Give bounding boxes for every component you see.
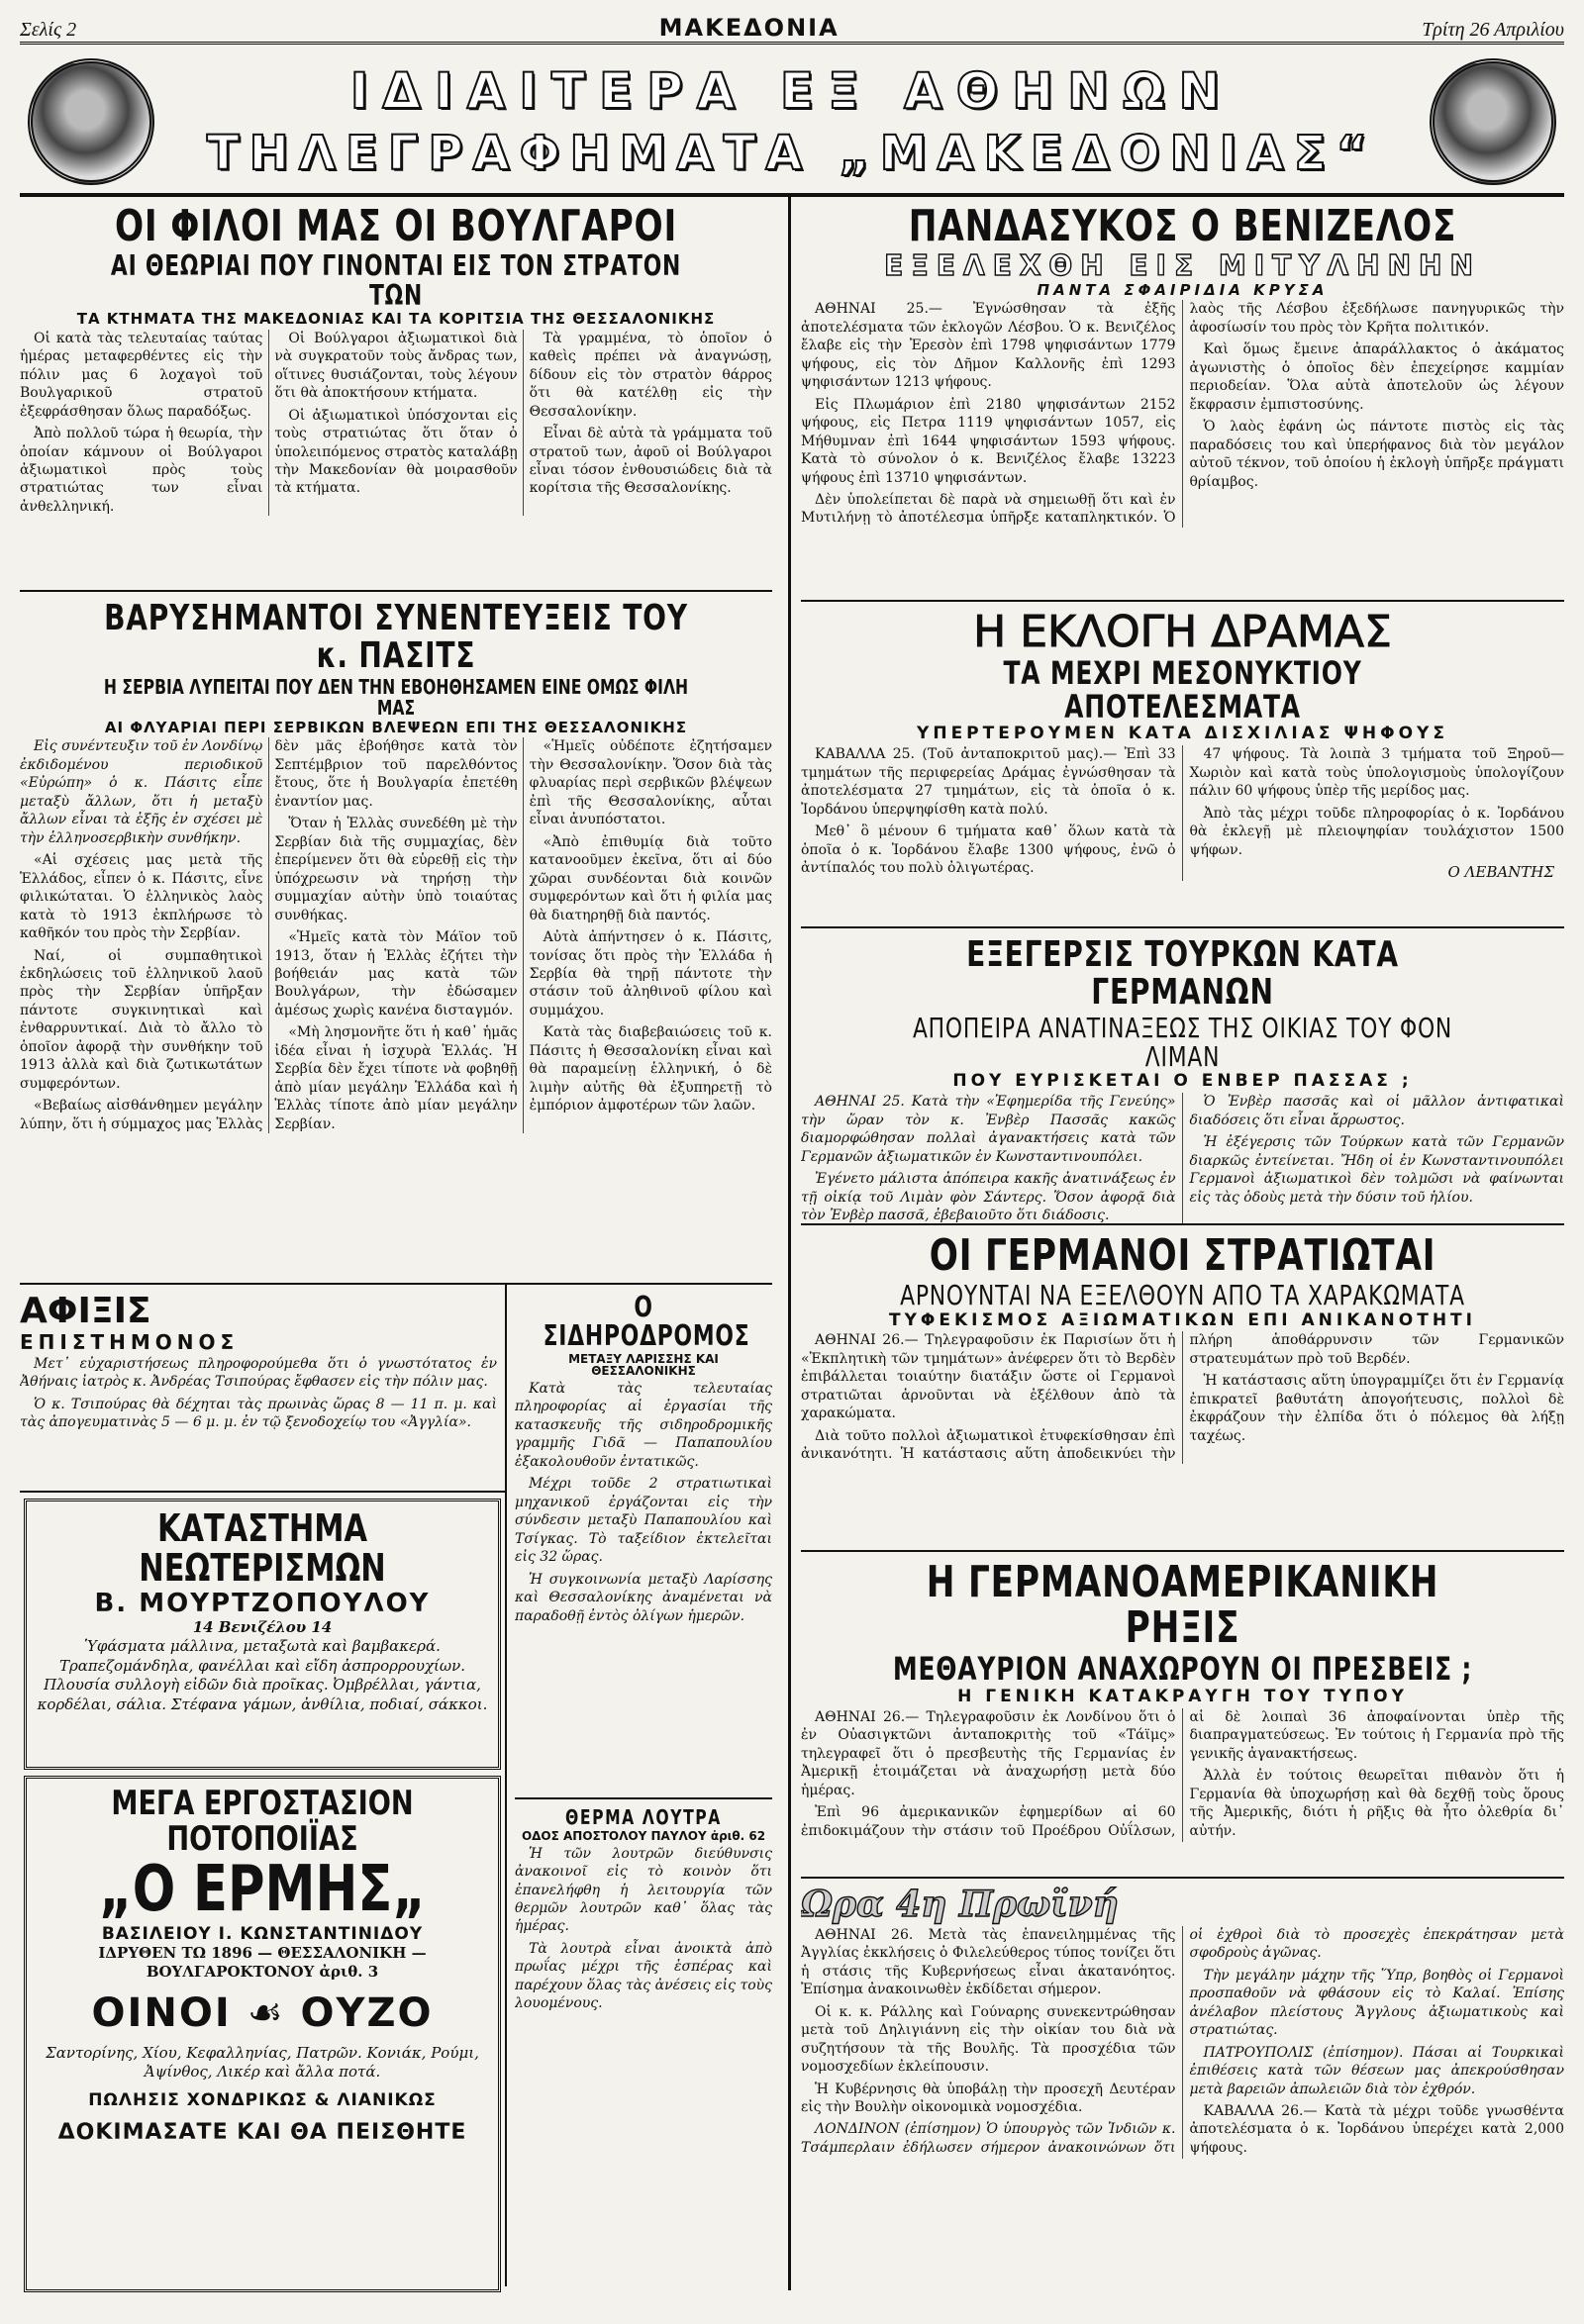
subheadline-2: ΠΑΝΤΑ ΣΦΑΙΡΙΔΙΑ ΚΡΥΣΑ <box>1037 280 1329 299</box>
paragraph: Ἀπὸ πολλοῦ τώρα ἡ θεωρία, τὴν ὁποίαν κάμνουν οἱ Βούλγαροι ἀξιωματικοὶ πρὸς τοὺς στρατιώτας των εἶναι ἀνθελληνική. <box>20 426 263 515</box>
subheadline-2: Η ΓΕΝΙΚΗ ΚΑΤΑΚΡΑΥΓΗ ΤΟΥ ΤΥΠΟΥ <box>957 1686 1408 1706</box>
article-body <box>801 1093 1564 1224</box>
headline: ΕΞΕΓΕΡΣΙΣ ΤΟΥΡΚΩΝ ΚΑΤΑ ΓΕΡΜΑΝΩΝ <box>966 934 1399 1013</box>
article-german-american <box>801 1552 1564 1879</box>
paragraph: «Αἱ σχέσεις μας μετὰ τῆς Ἑλλάδος, εἶπεν ὁ κ. Πάσιτς, εἶνε φιλικώταται. Ὁ ἑλληνικὸς λαὸς κατὰ τὸ 1913 ἐκπλήρωσε τὸ καθῆκόν του πρὸς τὴν Σερβίαν. <box>20 852 263 942</box>
paragraph: ΑΘΗΝΑΙ 25. Κατὰ τὴν «Ἐφημερίδα τῆς Γενεύης» τὴν ὥραν τὸν κ. Ἐνβὲρ Πασσᾶς κακῶς διαμορφώθησαν πολλαὶ ἀγανακτήσεις κατὰ τῶν Γερμανῶν ἀξιωματικῶν ἐν Κωνσταντινουπόλει. <box>801 1094 1176 1165</box>
paragraph: Οἱ ἀξιωματικοὶ ὑπόσχονται εἰς τοὺς στρατιώτας ὅτι ὅταν ὁ ὑπολειπόμενος στρατὸς καταλάβῃ τὴν Μακεδονίαν θὰ μοιρασθοῦν τὰ κτήματα. <box>274 407 518 497</box>
subheadline: ΑΠΟΠΕΙΡΑ ΑΝΑΤΙΝΑΞΕΩΣ ΤΗΣ ΟΙΚΙΑΣ ΤΟΥ ΦΟΝ ΛΙΜΑΝ <box>912 1011 1453 1073</box>
article-body <box>20 737 772 1133</box>
subheadline: ΕΠΙΣΤΗΜΟΝΟΣ <box>20 1329 240 1354</box>
paragraph: Μέχρι τοῦδε 2 στρατιωτικαὶ μηχανικοῦ ἐργάζονται εἰς τὴν σύνδεσιν μεταξὺ Παπαπουλίου καὶ Τσίγκας. Τὸ ταξείδιον ἐκτελεῖται εἰς 32 ὥρας. <box>515 1476 772 1566</box>
paragraph: Ἡ ἐξέγερσις τῶν Τούρκων κατὰ τῶν Γερμανῶν διαρκῶς ἐντείνεται. Ἤδη οἱ ἐν Κωνσταντινουπόλει Γερμανοὶ ἀξιωματικοὶ δὲν τολμῶσι νὰ φαίνωνται εἰς τὰς ὁδοὺς μετὰ τὴν δύσιν τοῦ ἡλίου. <box>1189 1134 1564 1206</box>
subheadline: ΜΕΘΑΥΡΙΟΝ ΑΝΑΧΩΡΟΥΝ ΟΙ ΠΡΕΣΒΕΙΣ ; <box>892 1650 1473 1689</box>
paragraph: Αὐτὰ ἀπήντησεν ὁ κ. Πάσιτς, τονίσας ὅτι πρὸς τὴν Ἑλλάδα ἡ Σερβία θὰ τηρῇ πάντοτε τὴν στάσιν τοῦ ἀληθινοῦ φίλου καὶ συμμάχου. <box>529 929 772 1018</box>
ad-title: ΜΕΓΑ ΕΡΓΟΣΤΑΣΙΟΝ ΠΟΤΟΠΟΙΪΑΣ <box>111 1784 414 1859</box>
article-venizelos <box>801 196 1564 602</box>
paragraph: «Ἡμεῖς οὐδέποτε ἐζητήσαμεν τὴν Θεσσαλονίκην. Ὅσον διὰ τὰς φλυαρίας περὶ σερβικῶν βλέψεων ἐπὶ τῆς Θεσσαλονίκης, αὗται εἶναι ἀνυπόστατοι. <box>529 738 772 828</box>
ad-slogan: ΔΟΚΙΜΑΣΑΤΕ ΚΑΙ ΘΑ ΠΕΙΣΘΗΤΕ <box>57 2119 467 2145</box>
article-ora4 <box>801 1879 1564 2290</box>
paragraph: «Βεβαίως αἰσθάνθημεν μεγάλην λύπην, ὅτι ἡ σύμμαχος μας Ἑλλὰς δὲν μᾶς ἐβοήθησε κατὰ τὸν Σεπτέμβριον τοῦ παρελθόντος ἔτους, ὅτε ἡ Βουλγαρία ἐπετέθη ἐναντίον μας. <box>20 738 518 1132</box>
paragraph: Εἰς Πλωμάριον ἐπὶ 2180 ψηφισάντων 2152 ψήφους, εἰς Πετρα 1119 ψηφισάντων 1057, εἰς Μήθυμναν ἐπὶ 1644 ψηφισάντων 1593 ψήφους. Κατὰ τὸ σύνολον ὁ κ. Βενιζέλος ἔλαβε 13223 ψήφους ἐπὶ 13710 ψηφισάντων. <box>801 396 1176 486</box>
paragraph: Οἱ κ. κ. Ράλλης καὶ Γούναρης συνεκεντρώθησαν μετὰ τοῦ Δηλιγιάννη εἰς τὴν οἰκίαν του διὰ νὰ συζητήσουν τὰ τῆς Βουλῆς. Τὰ προσχέδια τῶν νομοσχεδίων ἐκλείπουσιν. <box>801 2003 1176 2076</box>
paragraph: Ὁ Ἐνβὲρ πασσᾶς καὶ οἱ μᾶλλον ἀντιφατικαὶ διαδόσεις ὅτι εἶναι ἄρρωστος. <box>1189 1094 1564 1128</box>
paragraph: Ἐγένετο μάλιστα ἀπόπειρα κακῆς ἀνατινάξεως ἐν τῇ οἰκίᾳ τοῦ Λιμὰν φὸν Σάντερς. Ὅσον ἀφορᾷ διὰ τὸν Ἐνβὲρ πασσᾶ, ἐβεβαιοῦτο ὅτι διάδοσις. <box>801 1171 1176 1224</box>
ad-text: Ὑφάσματα μάλλινα, μεταξωτὰ καὶ βαμβακερά. Τραπεζομάνδηλα, φανέλλαι καὶ εἴδη ἀσπρορρουχίων. <box>58 1637 466 1675</box>
paragraph: ΑΘΗΝΑΙ 26.— Τηλεγραφοῦσιν ἐκ Λονδίνου ὅτι ὁ ἐν Οὐασιγκτῶνι ἀνταποκριτὴς τοῦ «Τάϊμς» τηλεγραφεῖ ὅτι ὁ πρεσβευτὴς τῆς Γερμανίας ἐν Ἀμερικῇ ἑτοιμάζεται νὰ ἀναχωρήσῃ μετὰ δύο ἡμέρας. <box>801 1708 1176 1798</box>
paragraph: Ἡ συγκοινωνία μεταξὺ Λαρίσσης καὶ Θεσσαλονίκης ἀναμένεται νὰ παραδοθῇ ἐντὸς ὀλίγων ἡμερῶν. <box>515 1571 772 1624</box>
paragraph: Κατὰ τὰς τελευταίας πληροφορίας αἱ ἐργασίαι τῆς κατασκευῆς τῆς σιδηροδρομικῆς γραμμῆς Γιδᾶ — Παπαπουλίου ἐξακολουθοῦν ἐντατικῶς. <box>515 1380 772 1470</box>
paragraph: Ἐπὶ 96 ἀμερικανικῶν ἐφημερίδων αἱ 60 ἐπιδοκιμάζουν τὴν στάσιν τοῦ Προέδρου Οὐΐλσων, αἱ δὲ λοιπαὶ 36 ἀποφαίνονται ὑπὲρ τῆς διαπραγματεύσεως. Ἐν τούτοις ἡ Γερμανία πρὸ τῆς γενικῆς ἀγανακτήσεως. <box>801 1708 1564 1839</box>
paragraph: Ὅταν ἡ Ἑλλὰς συνεδέθη μὲ τὴν Σερβίαν διὰ τῆς συμμαχίας, δὲν ἐπερίμενεν ὅτι θὰ εὑρεθῇ εἰς τὴν ὑπόχρεωσιν νὰ τηρήσῃ τὴν συμμαχίαν αὐτὴν ὑπὸ τοιαύτας συνθήκας. <box>274 816 518 923</box>
subheadline: ΟΔΟΣ ΑΠΟΣΤΟΛΟΥ ΠΑΥΛΟΥ ἀριθ. 62 <box>521 1829 766 1843</box>
headline: ΟΙ ΦΙΛΟΙ ΜΑΣ ΟΙ ΒΟΥΛΓΑΡΟΙ <box>114 201 678 251</box>
paragraph: Μετ᾽ εὐχαριστήσεως πληροφορούμεθα ὅτι ὁ γνωστότατος ἐν Ἀθήναις ἰατρὸς κ. Ἀνδρέας Τσιπούρας ἔφθασεν εἰς τὴν πόλιν μας. <box>20 1355 497 1391</box>
headline: ΟΙ ΓΕΡΜΑΝΟΙ ΣΤΡΑΤΙΩΤΑΙ <box>929 1230 1436 1281</box>
notice-afixis <box>20 1285 505 1493</box>
headline: Ο ΣΙΔΗΡΟΔΡΟΜΟΣ <box>543 1291 750 1353</box>
ad-hermes <box>24 1776 501 2292</box>
lower-left-section <box>20 1285 772 2286</box>
ad-text-2: Πλουσία συλλογὴ εἰδῶν διὰ προῖκας. Ὀμβρέλλαι, γάντια, κορδέλαι, σάλια. Στέφανα γάμων, ἀνθίλια, ποδιαί, σάκκοι. <box>37 1676 488 1713</box>
article-body <box>801 300 1564 528</box>
paragraph: Εἰς συνέντευξιν τοῦ ἐν Λονδίνῳ ἐκδιδομένου περιοδικοῦ «Εὐρώπη» ὁ κ. Πάσιτς εἶπε μεταξὺ ἄλλων, ὅτι ἡ μεταξὺ ἄλλων εἶναι τὰ ἑξῆς ἐν σχέσει μὲ τὴν ἑλληνοσερβικὴν συνθήκην. <box>20 738 263 846</box>
paragraph: ΑΘΗΝΑΙ 26. Μετὰ τὰς ἐπανειλημμένας τῆς Ἀγγλίας ἐκκλήσεις ὁ Φιλελεύθερος τύπος τονίζει ὅτι ἡ στάσις τῆς Κυβερνήσεως εἶναι ἀκατανόητος. Ἐπίσημα ἀνακοινωθὲν ἐκδίδεται σήμερον. <box>801 1926 1176 1998</box>
subheadline-2: ΤΑ ΚΤΗΜΑΤΑ ΤΗΣ ΜΑΚΕΔΟΝΙΑΣ ΚΑΙ ΤΑ ΚΟΡΙΤΣΙΑ ΤΗΣ ΘΕΣΣΑΛΟΝΙΚΗΣ <box>76 309 716 328</box>
subheadline: ΤΑ ΜΕΧΡΙ ΜΕΣΟΝΥΚΤΙΟΥ ΑΠΟΤΕΛΕΣΜΑΤΑ <box>1003 654 1362 726</box>
paper-name: ΜΑΚΕΔΟΝΙΑ <box>658 14 840 42</box>
headline: ΠΑΝΔΑΣΥΚΟΣ Ο ΒΕΝΙΖΕΛΟΣ <box>908 201 1457 251</box>
ad-title: ΚΑΤΑΣΤΗΜΑ ΝΕΩΤΕΡΙΣΜΩΝ <box>139 1506 386 1590</box>
paragraph: Ἡ Κυβέρνησις θὰ ὑποβάλῃ τὴν προσεχῆ Δευτέραν εἰς τὴν Βουλὴν οἰκονομικὰ νομοσχέδια. <box>801 2081 1176 2116</box>
headline: Η ΓΕΡΜΑΝΟΑΜΕΡΙΚΑΝΙΚΗ ΡΗΞΙΣ <box>926 1557 1439 1654</box>
ad-text: Σαντορίνης, Χίου, Κεφαλληνίας, Πατρῶν. Κονιάκ, Ρούμι, Ἀψίνθος, Λικέρ καὶ ἄλλα ποτά. <box>46 2043 479 2082</box>
paragraph: Καὶ ὅμως ἔμεινε ἀπαράλλακτος ὁ ἀκάματος ἀγωνιστὴς ὁ ὁποῖος δὲν ἐπεχείρησε καμμίαν περιοδείαν. Ὅλα αὐτὰ ἀποτελοῦν ὡς λέγουν ἔκφρασιν ἐμπιστοσύνης. <box>1189 341 1564 413</box>
headline: Ωρα 4η Πρωϊνή <box>801 1884 1119 1925</box>
paragraph: Οἱ κατὰ τὰς τελευταίας ταύτας ἡμέρας μεταφερθέντες εἰς τὴν πόλιν μας 6 λοχαγοὶ τοῦ Βουλγαρικοῦ στρατοῦ ἐξεφράσθησαν ὅλως παραδόξως. <box>20 330 263 420</box>
paragraph: Ἡ τῶν λουτρῶν διεύθυνσις ἀνακοινοῖ εἰς τὸ κοινὸν ὅτι ἐπανελήφθη ἡ λειτουργία τῶν θερμῶν λουτρῶν καθ᾽ ὅλας τὰς ἡμέρας. <box>515 1845 772 1935</box>
masthead <box>20 45 1564 197</box>
article-body <box>801 745 1564 881</box>
article-german-soldiers <box>801 1225 1564 1552</box>
article-bulgarians <box>20 196 772 592</box>
paragraph: Δὲν ὑπολείπεται δὲ παρὰ νὰ σημειωθῇ ὅτι καὶ ἐν Μυτιλήνῃ τὸ ἀποτέλεσμα ὑπῆρξε καταπληκτικόν. Ὁ λαὸς τῆς Λέσβου ἐξεδήλωσε πανηγυρικῶς τὴν ἀφοσίωσίν του πρὸς τὸν Κρῆτα πολιτικόν. <box>801 301 1564 527</box>
aux-column <box>505 1285 772 2286</box>
paragraph: Διὰ τοῦτο πολλοὶ ἀξιωματικοὶ ἐτυφεκίσθησαν ἐπὶ ἀνικανότητι. Ἡ κατάστασις αὕτη ἀποδεικνύει τὴν πλήρη ἀποθάρρυνσιν τῶν Γερμανικῶν στρατευμάτων πρὸ τοῦ Βερδέν. <box>801 1332 1564 1463</box>
subheadline-2: ΠΟΥ ΕΥΡΙΣΚΕΤΑΙ Ο ΕΝΒΕΡ ΠΑΣΣΑΣ ; <box>952 1071 1413 1092</box>
paragraph: Ναί, οἱ συμπαθητικοὶ ἐκδηλώσεις τοῦ ἑλληνικοῦ λαοῦ πρὸς τὴν Σερβίαν ὑπῆρξαν πάντοτε συγκινητικαὶ καὶ ἐνθαρρυντικαί. Διὰ τὸ ἄλλο τὸ ὁποῖον ἀφορᾷ τὴν συνθήκην τοῦ 1913 ἀλλὰ καὶ διὰ ζωτικωτάτων συμφερόντων. <box>20 947 263 1092</box>
page-label: Σελίς 2 <box>20 19 77 41</box>
paragraph: Ἀλλὰ ἐν τούτοις θεωρεῖται πιθανὸν ὅτι ἡ Γερμανία θὰ ὑποχωρήσῃ καὶ θὰ δεχθῇ τοὺς ὅρους τῆς Ἀμερικῆς, διότι ἡ ρῆξις θὰ ἦτο ὀλεθρία δι᾽ αὐτήν. <box>1189 1768 1564 1839</box>
top-info-line <box>20 14 1564 45</box>
paragraph: Τὰ λουτρὰ εἶναι ἀνοικτὰ ἀπὸ πρωΐας μέχρι τῆς ἑσπέρας καὶ παρέχουν ὅλας τὰς ἀνέσεις εἰς τοὺς λουομένους. <box>515 1940 772 2012</box>
paragraph: Ἡ κατάστασις αὕτη ὑπογραμμίζει ὅτι ἐν Γερμανίᾳ ἐπικρατεῖ βαθυτάτη ἀπογοήτευσις, πολλοὶ δὲ ἐκφράζουν τὴν ἐλπίδα ὅτι ὁ πόλεμος θὰ λήξῃ ταχέως. <box>1189 1373 1564 1444</box>
ad-sales: ΠΩΛΗΣΙΣ ΧΟΝΔΡΙΚΩΣ & ΛΙΑΝΙΚΩΣ <box>88 2089 437 2110</box>
paragraph: ΚΑΒΑΛΛΑ 26.— Κατὰ τὰ μέχρι τοῦδε γνωσθέντα ἀποτελέσματα ὁ κ. Ἰορδάνου ὑπερέχει κατὰ 2,000 ψήφους. <box>1189 2103 1564 2156</box>
article-body <box>801 1926 1564 2160</box>
paragraph: Ὁ κ. Τσιπούρας θὰ δέχηται τὰς πρωινὰς ὥρας 8 — 11 π. μ. καὶ τὰς ἀπογευματινὰς 5 — 6 μ. μ. ἐν τῷ ξενοδοχείῳ του «Ἀγγλία». <box>20 1396 497 1431</box>
paragraph: Οἱ Βούλγαροι ἀξιωματικοὶ διὰ νὰ συγκρατοῦν τοὺς ἄνδρας των, οἵτινες θυσιάζονται, τοὺς λέγουν ὅτι θὰ ἀποκτήσουν κτήματα. <box>274 330 518 402</box>
paragraph: Τὰ γραμμένα, τὸ ὁποῖον ὁ καθεὶς πρέπει νὰ ἀναγνώσῃ, δίδουν εἰς τὸν στρατὸν θάρρος ὅτι θὰ κατέλθῃ εἰς τὴν Θεσσαλονίκην. <box>529 330 772 420</box>
ad-owner: ΒΑΣΙΛΕΙΟΥ Ι. ΚΩΝΣΤΑΝΤΙΝΙΔΟΥ <box>101 1923 424 1944</box>
subheadline: Η ΣΕΡΒΙΑ ΛΥΠΕΙΤΑΙ ΠΟΥ ΔΕΝ ΤΗΝ ΕΒΟΗΘΗΣΑΜΕΝ ΕΙΝΕ ΟΜΩΣ ΦΙΛΗ ΜΑΣ <box>103 674 689 720</box>
headline: ΒΑΡΥΣΗΜΑΝΤΟΙ ΣΥΝΕΝΤΕΥΞΕΙΣ ΤΟΥ κ. ΠΑΣΙΤΣ <box>104 598 688 676</box>
article-drama <box>801 602 1564 928</box>
ad-owner: Β. ΜΟΥΡΤΖΟΠΟΥΛΟΥ <box>94 1588 431 1618</box>
ad-mourtzopoulos <box>24 1499 501 1770</box>
headline: ΘΕΡΜΑ ΛΟΥΤΡΑ <box>565 1805 722 1829</box>
paragraph: «Μὴ λησμονῆτε ὅτι ἡ καθ᾽ ἡμᾶς ἰδέα εἶναι ἡ ἰσχυρὰ Ἑλλάς. Ἡ Σερβία δὲν ἔχει τίποτε νὰ φοβηθῇ ἀπὸ μίαν μεγάλην Ἑλλάδα καὶ ἡ Ἑλλὰς τίποτε ἀπὸ μίαν μεγάλην Σερβίαν. <box>274 1024 518 1132</box>
paragraph: «Ἡμεῖς κατὰ τὸν Μάϊον τοῦ 1913, ὅταν ἡ Ἑλλὰς ἐζήτει τὴν βοήθειάν μας κατὰ τῶν Βουλγάρων, τὴν ἐδώσαμεν ἀμέσως χωρὶς κανένα δισταγμόν. <box>274 929 518 1018</box>
paragraph: Ἀπὸ τὰς μέχρι τοῦδε πληροφορίας ὁ κ. Ἰορδάνου θὰ ἐκλεγῇ μὲ πλειοψηφίαν τουλάχιστον 1500 ψήφων. <box>1189 805 1564 858</box>
paragraph: ΑΘΗΝΑΙ 25.— Ἐγνώσθησαν τὰ ἐξῆς ἀποτελέσματα τῶν ἐκλογῶν Λέσβου. Ὁ κ. Βενιζέλος ἔλαβε εἰς τὴν Ἐρεσὸν ἐπὶ 1798 ψηφισάντων 1779 ψήφους, εἰς τὸν Δῆμον Καλλονῆς ἐπὶ 1293 ψηφισάντων 1213 ψήφους. <box>801 301 1176 391</box>
subheadline: ΑΙ ΘΕΩΡΙΑΙ ΠΟΥ ΓΙΝΟΝΤΑΙ ΕΙΣ ΤΟΝ ΣΤΡΑΤΟΝ ΤΩΝ <box>110 249 682 312</box>
seal-left-icon <box>28 58 154 185</box>
paragraph: ΛΟΝΔΙΝΟΝ (ἐπίσημον) Ὁ ὑπουργὸς τῶν Ἰνδιῶν κ. Τσάμπερλαιν ἐδήλωσεν σήμερον ἀνακοινώνων ὅτι οἱ ἐχθροὶ διὰ τὸ προσεχὲς ἐπεκράτησαν μετὰ σφοδροὺς ἀγῶνας. <box>801 1926 1564 2156</box>
article-loutra <box>515 1799 772 2275</box>
signature: Ο ΛΕΒΑΝΤΗΣ <box>1447 863 1554 882</box>
ad-products: ΟΙΝΟΙ ☙ ΟΥΖΟ <box>91 1989 434 2036</box>
subheadline-2: ΤΥΦΕΚΙΣΜΟΣ ΑΞΙΩΜΑΤΙΚΩΝ ΕΠΙ ΑΝΙΚΑΝΟΤΗΤΙ <box>889 1309 1476 1330</box>
paragraph: Εἶναι δὲ αὐτὰ τὰ γράμματα τοῦ στρατοῦ των, ἀφοῦ οἱ Βούλγαροι εἶναι τόσον ἐνθουσιώδεις διὰ τὰ κορίτσια τῆς Θεσσαλονίκης. <box>529 426 772 497</box>
ads-column <box>20 1285 505 2286</box>
ad-brand: „Ο ΕΡΜΗΣ„ <box>99 1853 426 1927</box>
headline: Η ΕΚΛΟΓΗ ΔΡΑΜΑΣ <box>973 607 1392 657</box>
subheadline-2: ΥΠΕΡΤΕΡΟΥΜΕΝ ΚΑΤΑ ΔΙΣΧΙΛΙΑΣ ΨΗΦΟΥΣ <box>917 724 1448 744</box>
article-body <box>20 330 772 517</box>
paragraph: ΠΑΤΡΟΥΠΟΛΙΣ (ἐπίσημον). Πάσαι αἱ Τουρκικαὶ ἐπιθέσεις κατὰ τῶν θέσεων μας ἀπεκρούσθησαν μετὰ βαρειῶν ἀπωλειῶν διὰ τὸν ἐχθρόν. <box>1189 2044 1564 2097</box>
paragraph: 47 ψήφους. Τὰ λοιπὰ 3 τμήματα τοῦ Ξηροῦ—Χωριὸν καὶ κατὰ τοὺς ὑπολογισμοὺς ὑπολογίζουν πάλιν 60 ψήφους ὑπὲρ τῆς μερίδος μας. <box>1189 746 1564 800</box>
paragraph: «Ἀπὸ ἐπιθυμίᾳ διὰ τοῦτο κατανοοῦμεν ἐκεῖνα, ὅτι αἱ δύο χῶραι συνδέονται διὰ κοινῶν συμφερόντων καὶ ὅτι ἡ φιλία μας θὰ διατηρηθῇ διὰ παντός. <box>529 833 772 923</box>
headline: ΑΦΙΞΙΣ <box>20 1291 151 1331</box>
issue-date: Τρίτη 26 Απριλίου <box>1422 19 1564 41</box>
paragraph: Ὁ λαὸς ἐφάνη ὡς πάντοτε πιστὸς εἰς τὰς παραδόσεις του καὶ ὑπερήφανος διὰ τὸν μεγάλον αὐτοῦ τέκνον, τοῦ ὁποίου ἡ ἐκλογὴ ὑπῆρξε πράγματι θρίαμβος. <box>1189 419 1564 490</box>
ad-founded: ΙΔΡΥΘΕΝ ΤΩ 1896 — ΘΕΣΣΑΛΟΝΙΚΗ — ΒΟΥΛΓΑΡΟΚΤΟΝΟΥ ἀριθ. 3 <box>98 1943 427 1982</box>
left-column <box>20 196 772 2290</box>
masthead-line2: ΤΗΛΕΓΡΑΦΗΜΑΤΑ „ΜΑΚΕΔΟΝΙΑΣ“ <box>206 126 1378 181</box>
subheadline: ΕΞΕΛΕΧΘΗ ΕΙΣ ΜΙΤΥΛΗΝΗΝ <box>884 249 1481 283</box>
article-body <box>801 1708 1564 1842</box>
paragraph: Μεθ᾽ ὃ μένουν 6 τμήματα καθ᾽ ὅλων κατὰ τὰ ὁποῖα ὁ κ. Ἰορδάνου ἔλαβε 1300 ψήφους, ἐνῶ ὁ ἀντίπαλός του πολὺ ὀλιγωτέρας. <box>801 823 1176 877</box>
masthead-line1: ΙΔΙΑΙΤΕΡΑ ΕΞ ΑΘΗΝΩΝ <box>349 62 1235 120</box>
paragraph: Κατὰ τὰς διαβεβαιώσεις τοῦ κ. Πάσιτς ἡ Θεσσαλονίκη εἶναι καὶ θὰ παραμείνῃ ἑλληνική, ὁ δὲ λιμὴν αὐτῆς θὰ ἐξυπηρετῇ τὸ ἐμπόριον ἀμφοτέρων τῶν λαῶν. <box>529 1024 772 1114</box>
ad-address: 14 Βενιζέλου 14 <box>192 1617 333 1636</box>
paragraph: Τὴν μεγάλην μάχην τῆς Ὕπρ, βοηθὸς οἱ Γερμανοὶ προσπαθοῦν νὰ φθάσουν εἰς τὸ Καλαί. Ἐπίσης ἀνέλαβον πλείστους Ἄγγλους ἀξιωματικοὺς καὶ στρατιώτας. <box>1189 1967 1564 2039</box>
article-sidirodromos <box>515 1285 772 1799</box>
subheadline: ΑΡΝΟΥΝΤΑΙ ΝΑ ΕΞΕΛΘΟΥΝ ΑΠΟ ΤΑ ΧΑΡΑΚΩΜΑΤΑ <box>900 1279 1465 1312</box>
newspaper-page <box>20 14 1564 2290</box>
seal-right-icon <box>1430 58 1556 185</box>
subheadline-2: ΑΙ ΦΛΥΑΡΙΑΙ ΠΕΡΙ ΣΕΡΒΙΚΩΝ ΒΛΕΨΕΩΝ ΕΠΙ ΤΗΣ ΘΕΣΣΑΛΟΝΙΚΗΣ <box>104 718 688 736</box>
article-pasic <box>20 592 772 1285</box>
paragraph: ΑΘΗΝΑΙ 26.— Τηλεγραφοῦσιν ἐκ Παρισίων ὅτι ἡ «Ἐκπλητικὴ τῶν τμημάτων» ἀνέφερεν ὅτι τὸ Βερδὲν ἐπιβάλλεται τοιαύτην διατάξιν ὥστε οἱ Γερμανοὶ στρατιῶται ἀρνοῦνται νὰ ἐξέλθουν ἀπὸ τὰ χαρακώματα. <box>801 1332 1176 1422</box>
article-turks <box>801 928 1564 1225</box>
subheadline: ΜΕΤΑΞΥ ΛΑΡΙΣΣΗΣ ΚΑΙ ΘΕΣΣΑΛΟΝΙΚΗΣ <box>568 1351 719 1379</box>
right-column <box>788 196 1564 2290</box>
paragraph: ΚΑΒΑΛΛΑ 25. (Τοῦ ἀνταποκριτοῦ μας).— Ἐπὶ 33 τμημάτων τῆς περιφερείας Δράμας ἐγνώσθησαν τὰ ἀποτελέσματα 27 τμημάτων, εἰς τὰ ὁποῖα ὁ κ. Ἰορδάνου ὑπερψηφίσθη κατὰ πολύ. <box>801 746 1176 818</box>
article-body <box>801 1331 1564 1463</box>
